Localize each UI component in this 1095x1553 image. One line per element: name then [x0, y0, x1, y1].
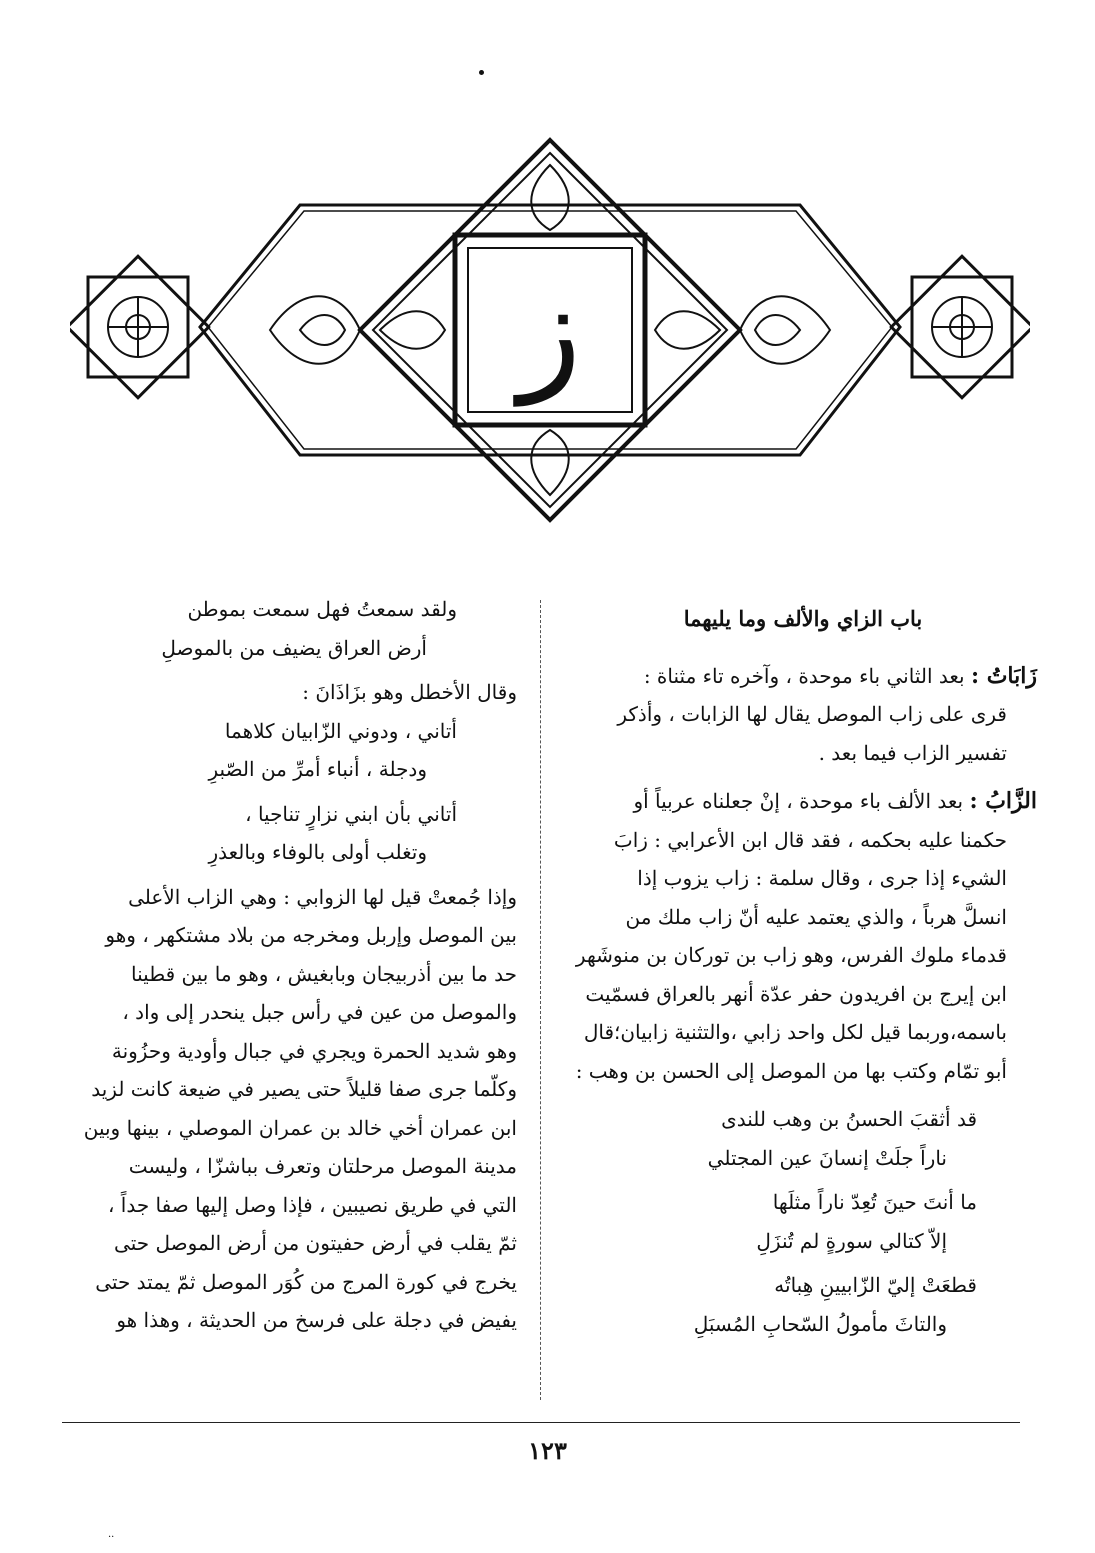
page-number: ١٢٣	[528, 1436, 567, 1465]
entry-text: قدماء ملوك الفرس، وهو زاب بن توركان بن منوشَهر	[575, 943, 1007, 967]
entry-text: أبو تمّام وكتب بها من الموصل إلى الحسن بن وهب :	[575, 1058, 1007, 1083]
paragraph-line: ثمّ يقلب في أرض حفيتون من أرض الموصل حتى	[114, 1231, 517, 1255]
verse-intro: وقال الأخطل وهو بزَاذَانَ :	[302, 680, 517, 704]
ornamental-header	[70, 135, 1030, 525]
verse-block-top	[62, 590, 517, 667]
top-dot	[479, 70, 484, 75]
verse-line: قد أثقبَ الحسنُ بن وهب للندى	[721, 1107, 977, 1131]
entry-text: قرى على زاب الموصل يقال لها الزابات ، وأذكر	[617, 702, 1007, 726]
right-column	[569, 590, 1037, 1349]
scan-mark: ··	[108, 1532, 115, 1543]
section-heading: باب الزاي والألف وما يليهما	[683, 606, 923, 631]
entry-text: باسمه،وربما قيل لكل واحد زابي ،والتثنية زابيان؛قال	[583, 1020, 1007, 1044]
entry-text: بعد الثاني باء موحدة ، وآخره تاء مثناة :	[643, 663, 965, 688]
verse-block-abu-tammam	[569, 1100, 1037, 1343]
entry-text: انسلَّ هرباً ، والذي يعتمد عليه أنّ زاب ملك من	[625, 904, 1007, 929]
verse-line: والتاثَ مأمولُ السّحابِ المُسبَلِ	[693, 1311, 947, 1336]
left-star-ornament	[70, 256, 209, 397]
paragraph-line: بين الموصل وإربل ومخرجه من بلاد مشتكهر ، وهو	[105, 923, 517, 947]
paragraph-line: التي في طريق نصيبين ، فإذا وصل إليها صفا جداً ،	[107, 1192, 517, 1217]
paragraph-line: يخرج في كورة المرج من كُوَر الموصل ثمّ يمتد حتى	[95, 1269, 517, 1294]
verse-line: وتغلب أولى بالوفاء وبالعذرِ	[208, 840, 427, 864]
entry-zab	[569, 782, 1037, 1090]
entry-text: الشيء إذا جرى ، وقال سلمة : زاب يزوب إذا	[637, 866, 1007, 890]
paragraph-line: والموصل من عين في رأس جبل ينحدر إلى واد ،	[122, 1000, 517, 1024]
footer-rule	[62, 1422, 1020, 1423]
verse-line: أرض العراق يضيف من بالموصلِ	[161, 635, 427, 660]
paragraph-line: ابن عمران أخي خالد بن عمران الموصلي ، بينها وبين	[83, 1115, 517, 1140]
entry-text: تفسير الزاب فيما بعد .	[818, 740, 1007, 765]
verse-line: ولقد سمعتُ فهل سمعت بموطن	[187, 597, 457, 621]
verse-line: إلاّ كتالي سورةٍ لم تُنزَلِ	[756, 1228, 947, 1253]
entry-text: ابن إيرج بن افريدون حفر عدّة أنهر بالعراق فسمّيت	[585, 981, 1007, 1006]
paragraph-line: حد ما بين أذربيجان وبابغيش ، وهو ما بين قطينا	[131, 961, 517, 986]
ornament-letter: ز	[518, 254, 582, 406]
verse-line: أتاني بأن ابني نزارٍ تناجيا ،	[245, 801, 457, 826]
paragraph-line: وإذا جُمعتْ قيل لها الزوابي : وهي الزاب الأعلى	[128, 884, 517, 909]
paragraph-zawabi	[62, 878, 517, 1340]
verse-line: ودجلة ، أنباء أمرِّ من الصّبرِ	[208, 757, 427, 781]
verse-line: ناراً جلَتْ إنسانَ عين المجتلي	[707, 1145, 947, 1170]
left-column	[62, 590, 517, 1340]
entry-term-zab: الزَّابُ :	[969, 788, 1037, 814]
paragraph-line: وكلّما جرى صفا قليلاً حتى يصير في ضيعة كانت لزيد	[91, 1077, 517, 1101]
right-star-ornament	[891, 256, 1030, 397]
verse-line: قطعَتْ إليّ الزّابيينِ هِباتُه	[774, 1273, 977, 1297]
verse-line: أتاني ، ودوني الزّابيان كلاهما	[224, 718, 457, 743]
entry-term-zabat: زَابَاتُ :	[970, 662, 1037, 689]
verse-block-akhtal	[62, 712, 517, 872]
paragraph-line: مدينة الموصل مرحلتان وتعرف بباشزّا ، وليست	[128, 1154, 517, 1178]
entry-zabat	[569, 657, 1037, 773]
verse-line: ما أنتَ حينَ تُعِدّ ناراً مثلَها	[772, 1190, 977, 1214]
paragraph-line: يفيض في دجلة على فرسخ من الحديثة ، وهذا هو	[116, 1308, 517, 1332]
entry-text: بعد الألف باء موحدة ، إنْ جعلناه عربياً أو	[633, 789, 964, 813]
entry-text: حكمنا عليه بحكمه ، فقد قال ابن الأعرابي : زابَ	[613, 827, 1007, 852]
column-divider	[540, 600, 541, 1400]
paragraph-line: وهو شديد الحمرة ويجري في جبال وأودية وحزُونة	[111, 1038, 517, 1063]
